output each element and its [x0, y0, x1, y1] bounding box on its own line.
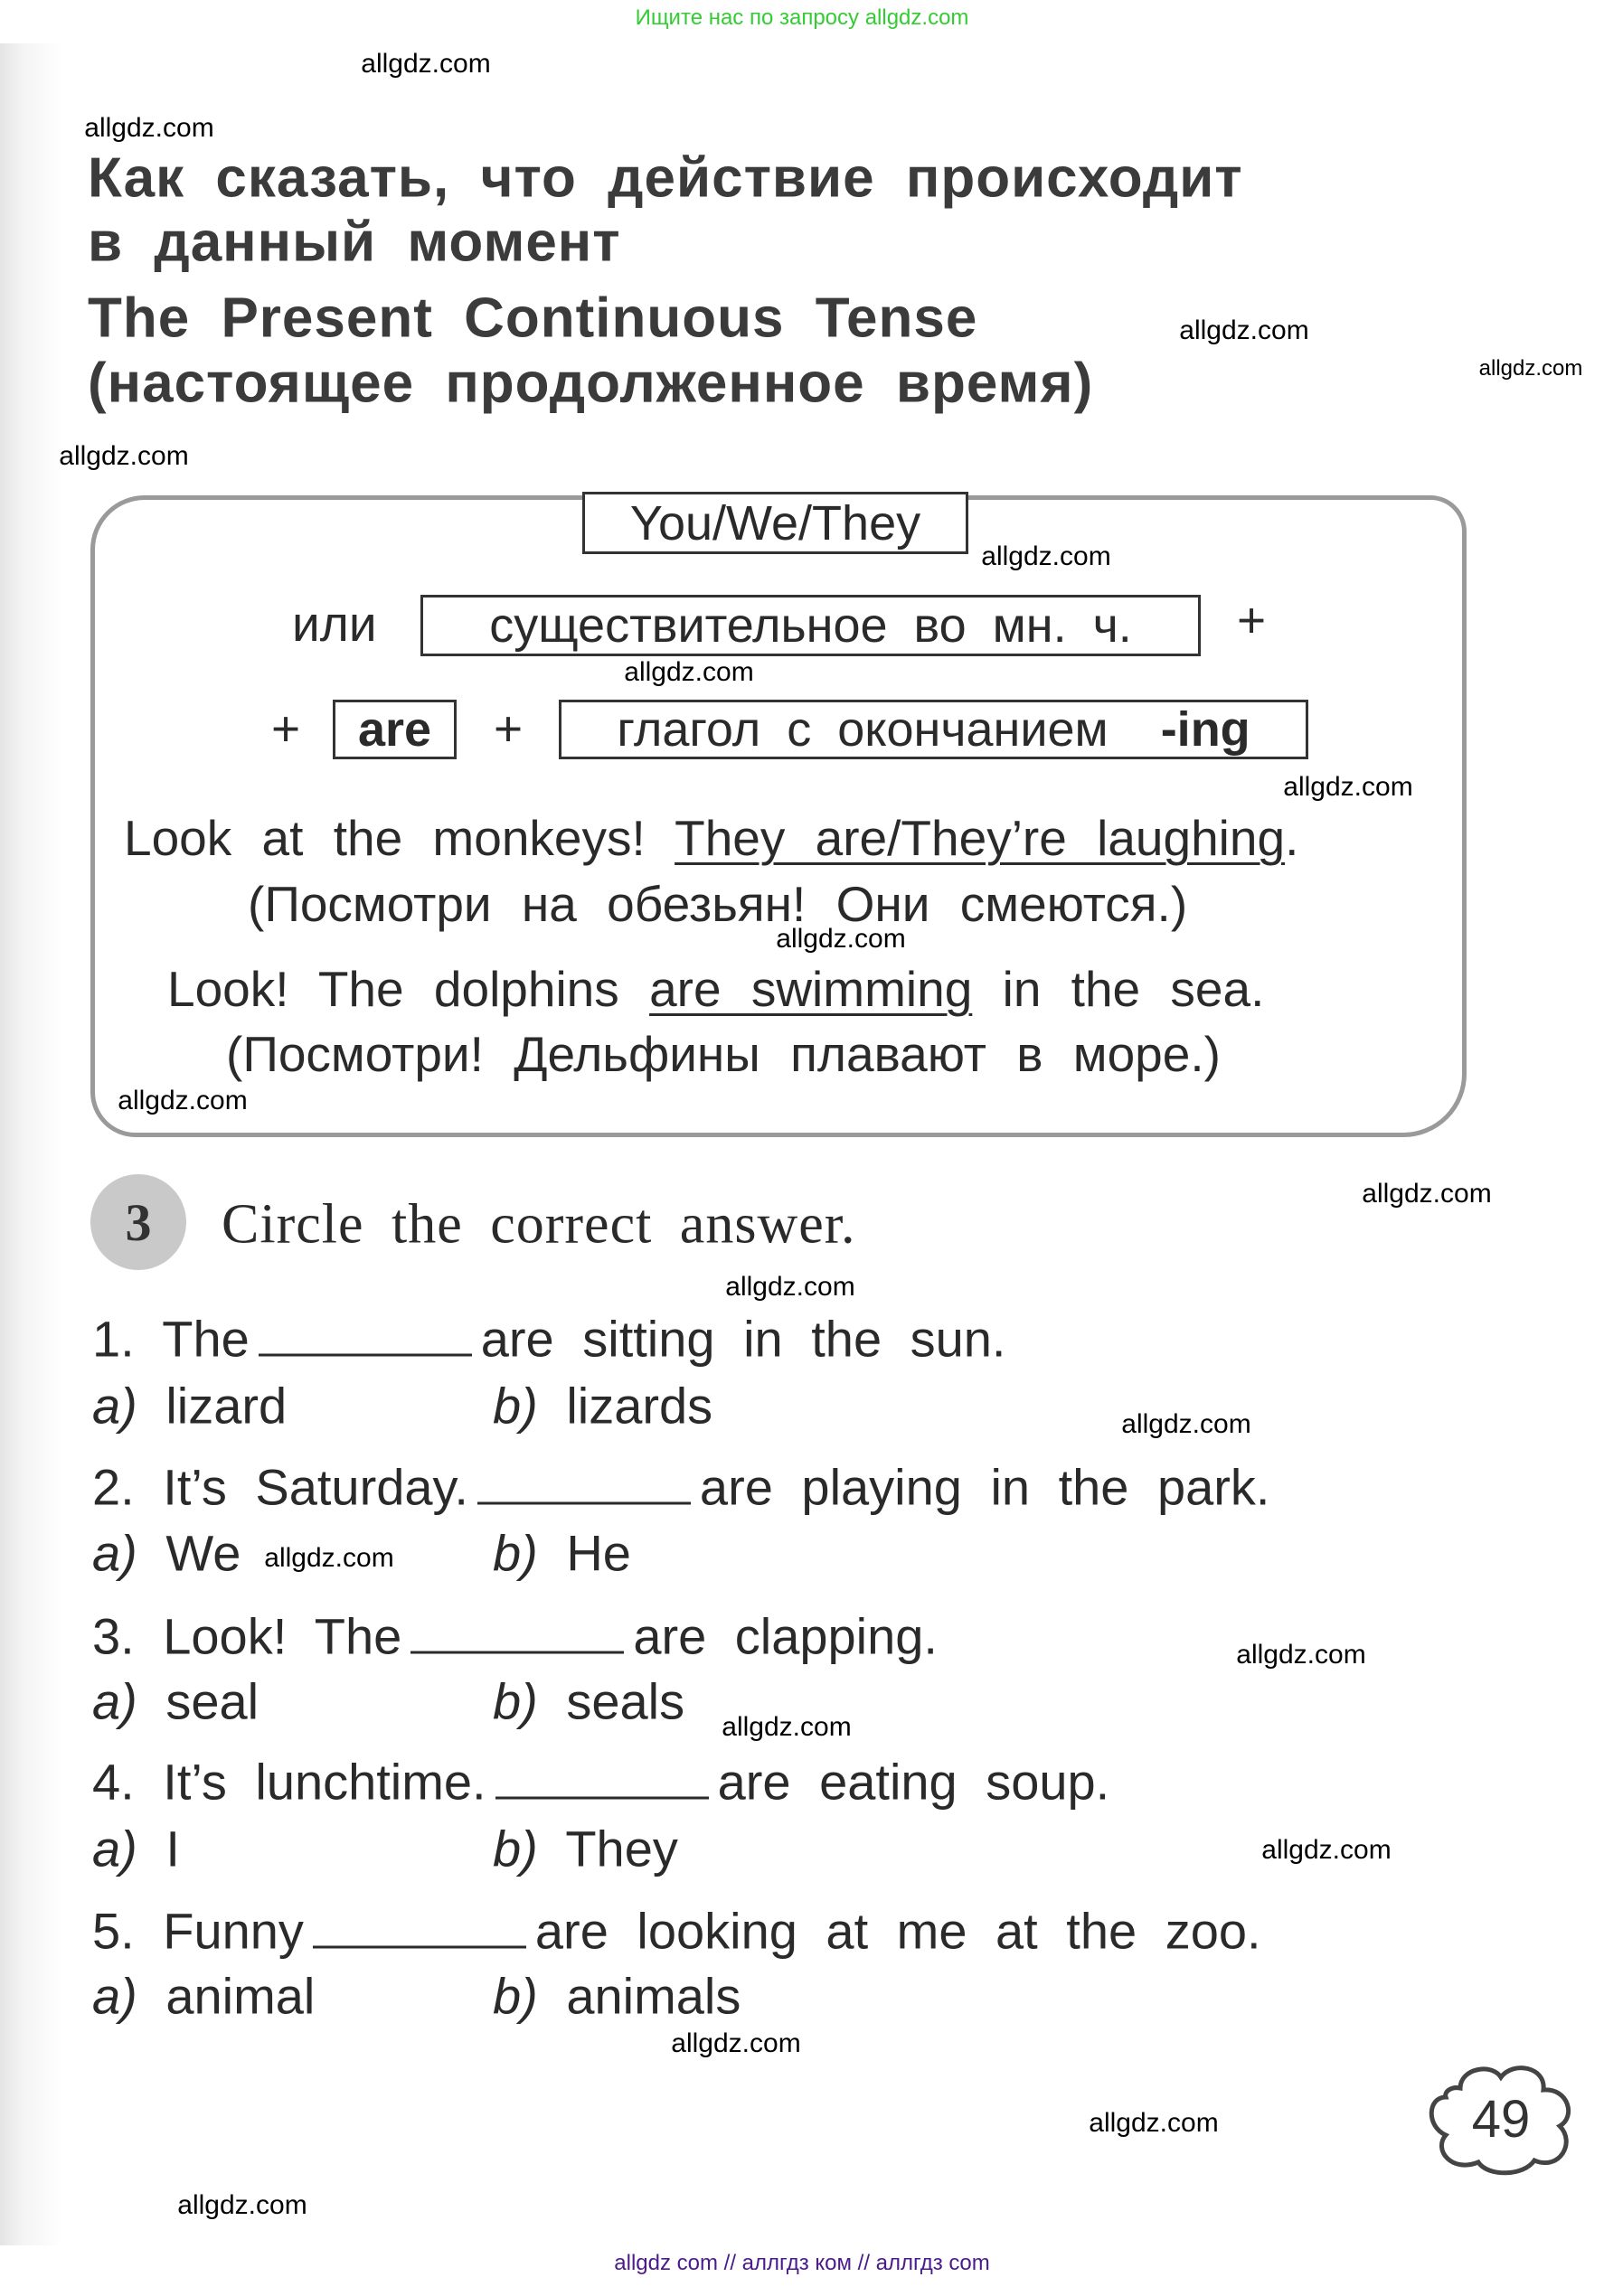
- ing-ending: -ing: [1160, 702, 1250, 757]
- example-2-end: in the sea.: [972, 961, 1265, 1017]
- answer-options: [92, 1377, 713, 1435]
- exercise-number-badge: 3: [90, 1174, 186, 1270]
- option-a-text: seal: [165, 1672, 259, 1730]
- option-a[interactable]: [92, 1673, 259, 1730]
- option-b[interactable]: [493, 1377, 712, 1435]
- option-b-text: He: [566, 1524, 631, 1582]
- option-b[interactable]: [493, 1672, 684, 1731]
- heading-line-2: в данный момент: [88, 211, 621, 274]
- question-text-start: Look! The: [163, 1607, 402, 1665]
- example-2: [167, 960, 1264, 1018]
- question-text-end: are sitting in the sun.: [480, 1310, 1006, 1368]
- answer-blank[interactable]: [313, 1910, 526, 1949]
- option-b-label: b): [493, 1820, 538, 1877]
- example-2-start: Look! The dolphins: [167, 961, 650, 1017]
- option-a-label: a): [92, 1377, 137, 1435]
- option-a[interactable]: [92, 1378, 287, 1435]
- option-b-text: lizards: [566, 1377, 713, 1435]
- option-a[interactable]: [92, 1821, 180, 1877]
- option-a-label: a): [92, 1820, 137, 1877]
- exercise-instruction: Circle the correct answer.: [222, 1193, 856, 1256]
- option-b-text: animals: [566, 1967, 741, 2025]
- watermark-text: allgdz.com: [1121, 1409, 1251, 1439]
- option-a-text: lizard: [165, 1377, 288, 1435]
- example-2-underlined: are swimming: [649, 961, 973, 1017]
- answer-options: [92, 1967, 741, 2026]
- plus-sign: +: [494, 701, 524, 757]
- option-a-label: a): [92, 1672, 137, 1730]
- question-text-end: are clapping.: [633, 1607, 938, 1665]
- question-number: 1.: [92, 1310, 135, 1368]
- watermark-text: allgdz.com: [981, 541, 1111, 571]
- page-number: 49: [1471, 2089, 1531, 2149]
- verb-box-text: глагол с окончанием: [617, 702, 1109, 757]
- question-text-end: are looking at me at the zoo.: [534, 1902, 1261, 1960]
- heading-line-4: (настоящее продолженное время): [88, 352, 1094, 415]
- watermark-text: allgdz.com: [776, 924, 906, 954]
- subject-box: You/We/They: [582, 492, 968, 554]
- option-a-text: I: [165, 1820, 180, 1877]
- watermark-text: allgdz.com: [1362, 1179, 1492, 1209]
- watermark-text: allgdz.com: [118, 1086, 248, 1115]
- question-text-end: are eating soup.: [717, 1753, 1110, 1811]
- watermark-text: allgdz.com: [361, 49, 491, 79]
- watermark-text: allgdz.com: [264, 1543, 394, 1573]
- watermark-text: allgdz.com: [177, 2190, 307, 2220]
- option-b[interactable]: [493, 1820, 678, 1878]
- question-text-start: It’s lunchtime.: [163, 1753, 486, 1811]
- watermark-text: allgdz.com: [59, 441, 189, 471]
- example-2-translation: (Посмотри! Дельфины плавают в море.): [226, 1026, 1221, 1082]
- exercise-question: [92, 1753, 1109, 1811]
- option-b[interactable]: [493, 1967, 741, 2026]
- answer-options: [92, 1672, 685, 1731]
- question-text-start: Funny: [163, 1902, 304, 1960]
- question-number: 2.: [92, 1458, 135, 1516]
- question-number: 4.: [92, 1753, 135, 1811]
- verb-box: [559, 700, 1308, 759]
- exercise-question: [92, 1902, 1261, 1961]
- option-b-text: seals: [566, 1672, 685, 1730]
- plus-sign: +: [1237, 592, 1267, 648]
- watermark-text: allgdz.com: [1089, 2108, 1219, 2138]
- watermark-text: allgdz.com: [624, 657, 754, 687]
- question-number: 3.: [92, 1607, 135, 1665]
- plus-sign: +: [271, 701, 301, 757]
- exercise-question: [92, 1458, 1269, 1517]
- are-box: are: [333, 700, 457, 759]
- watermark-text: allgdz.com: [722, 1712, 852, 1742]
- answer-blank[interactable]: [410, 1615, 624, 1654]
- example-1-translation: (Посмотри на обезьян! Они смеются.): [248, 876, 1188, 932]
- heading-line-3: The Present Continuous Tense: [88, 287, 978, 350]
- example-1: [124, 809, 1298, 867]
- top-promo-text: Ищите нас по запросу allgdz.com: [635, 5, 969, 30]
- watermark-text: allgdz.com: [84, 113, 214, 143]
- or-label: или: [292, 596, 377, 652]
- watermark-text: allgdz.com: [1478, 356, 1583, 381]
- answer-blank[interactable]: [477, 1466, 691, 1505]
- answer-blank[interactable]: [259, 1318, 472, 1357]
- bottom-promo-text: allgdz com // аллгдз ком // аллгдз com: [614, 2251, 990, 2275]
- watermark-text: allgdz.com: [1179, 315, 1309, 345]
- example-1-end: .: [1285, 810, 1299, 866]
- watermark-text: allgdz.com: [1283, 772, 1413, 802]
- question-text-end: are playing in the park.: [699, 1458, 1270, 1516]
- question-number: 5.: [92, 1902, 135, 1960]
- option-b[interactable]: [493, 1524, 631, 1583]
- option-a-label: a): [92, 1524, 137, 1582]
- option-a-text: We: [165, 1524, 241, 1582]
- answer-blank[interactable]: [495, 1761, 709, 1800]
- question-text-start: It’s Saturday.: [163, 1458, 468, 1516]
- heading-line-1: Как сказать, что действие происходит: [88, 146, 1243, 210]
- watermark-text: allgdz.com: [1261, 1835, 1392, 1865]
- option-b-label: b): [493, 1672, 538, 1730]
- option-a-label: a): [92, 1967, 137, 2025]
- option-a[interactable]: [92, 1968, 315, 2025]
- option-a-text: animal: [165, 1967, 316, 2025]
- exercise-question: [92, 1310, 1006, 1369]
- option-b-label: b): [493, 1967, 538, 2025]
- question-text-start: The: [162, 1310, 250, 1368]
- answer-options: [92, 1820, 678, 1878]
- watermark-text: allgdz.com: [725, 1272, 855, 1302]
- option-b-text: They: [565, 1820, 678, 1877]
- watermark-text: allgdz.com: [1236, 1640, 1366, 1670]
- option-b-label: b): [493, 1524, 538, 1582]
- watermark-text: allgdz.com: [671, 2028, 801, 2058]
- noun-box: существительное во мн. ч.: [420, 595, 1201, 656]
- option-a[interactable]: [92, 1525, 241, 1582]
- example-1-start: Look at the monkeys!: [124, 810, 675, 866]
- example-1-underlined: They are/They’re laughing: [675, 810, 1286, 866]
- option-b-label: b): [493, 1377, 538, 1435]
- exercise-question: [92, 1607, 938, 1666]
